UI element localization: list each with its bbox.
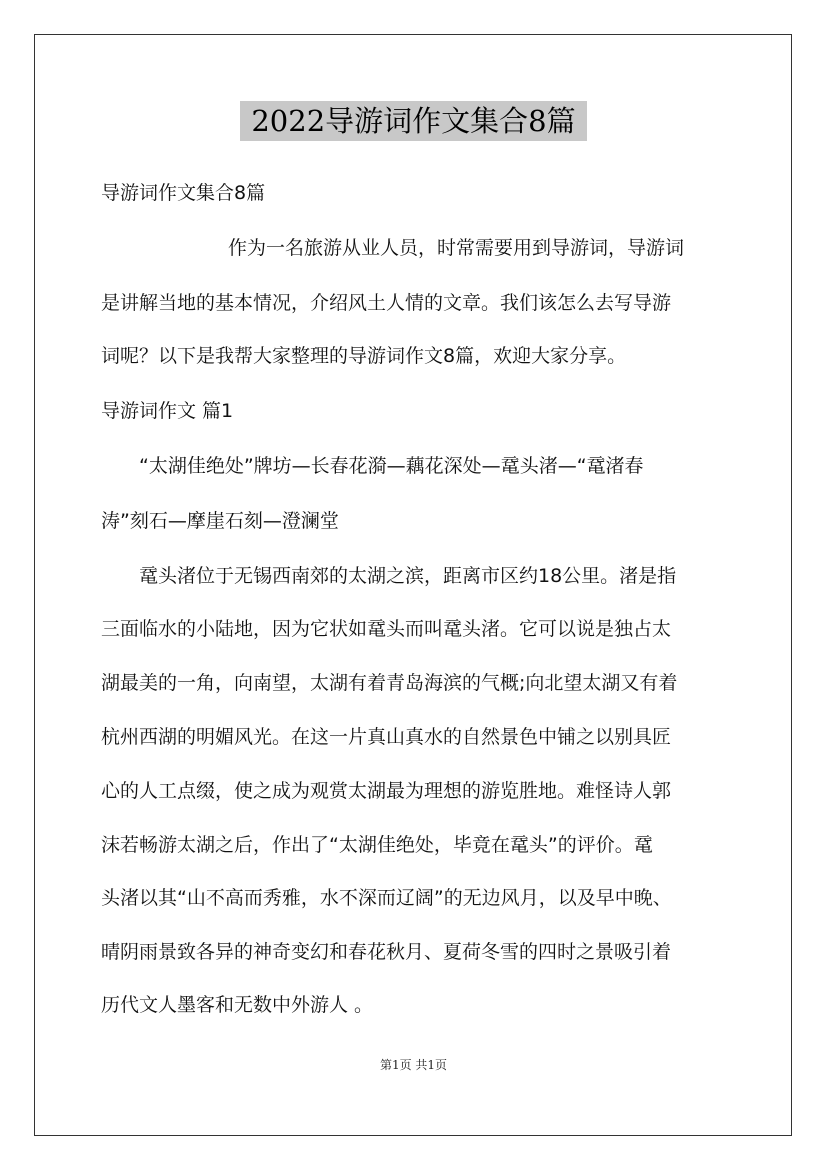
- paragraph-line: 头渚以其“山不高而秀雅，水不深而辽阔”的无边风月，以及早中晚、: [101, 887, 672, 909]
- subtitle-line: 导游词作文集合8篇: [101, 182, 266, 204]
- paragraph-line: 三面临水的小陆地，因为它状如鼋头而叫鼋头渚。它可以说是独占太: [101, 618, 672, 640]
- section-heading: 导游词作文 篇1: [101, 400, 234, 422]
- paragraph-line: 心的人工点缀，使之成为观赏太湖最为理想的游览胜地。难怪诗人郭: [101, 780, 672, 802]
- document-title: 2022导游词作文集合8篇: [240, 101, 587, 141]
- paragraph-line: 湖最美的一角，向南望，太湖有着青岛海滨的气概;向北望太湖又有着: [101, 672, 678, 694]
- paragraph-line: 沫若畅游太湖之后，作出了“太湖佳绝处，毕竟在鼋头”的评价。鼋: [101, 834, 653, 856]
- paragraph-line: 历代文人墨客和无数中外游人 。: [101, 994, 374, 1016]
- paragraph-line: 鼋头渚位于无锡西南郊的太湖之滨，距离市区约18公里。渚是指: [139, 565, 677, 587]
- paragraph-line: 涛”刻石—摩崖石刻—澄澜堂: [101, 510, 339, 532]
- paragraph-line: “太湖佳绝处”牌坊—长春花漪—藕花深处—鼋头渚—“鼋渚春: [139, 455, 644, 477]
- paragraph-line: 词呢？以下是我帮大家整理的导游词作文8篇，欢迎大家分享。: [101, 345, 627, 367]
- paragraph-line: 晴阴雨景致各异的神奇变幻和春花秋月、夏荷冬雪的四时之景吸引着: [101, 941, 672, 963]
- paragraph-line: 杭州西湖的明媚风光。在这一片真山真水的自然景色中铺之以别具匠: [101, 726, 672, 748]
- paragraph-line: 是讲解当地的基本情况，介绍风土人情的文章。我们该怎么去写导游: [101, 292, 672, 314]
- page-footer: 第1页 共1页: [379, 1058, 448, 1072]
- paragraph-line: 作为一名旅游从业人员，时常需要用到导游词，导游词: [228, 237, 685, 259]
